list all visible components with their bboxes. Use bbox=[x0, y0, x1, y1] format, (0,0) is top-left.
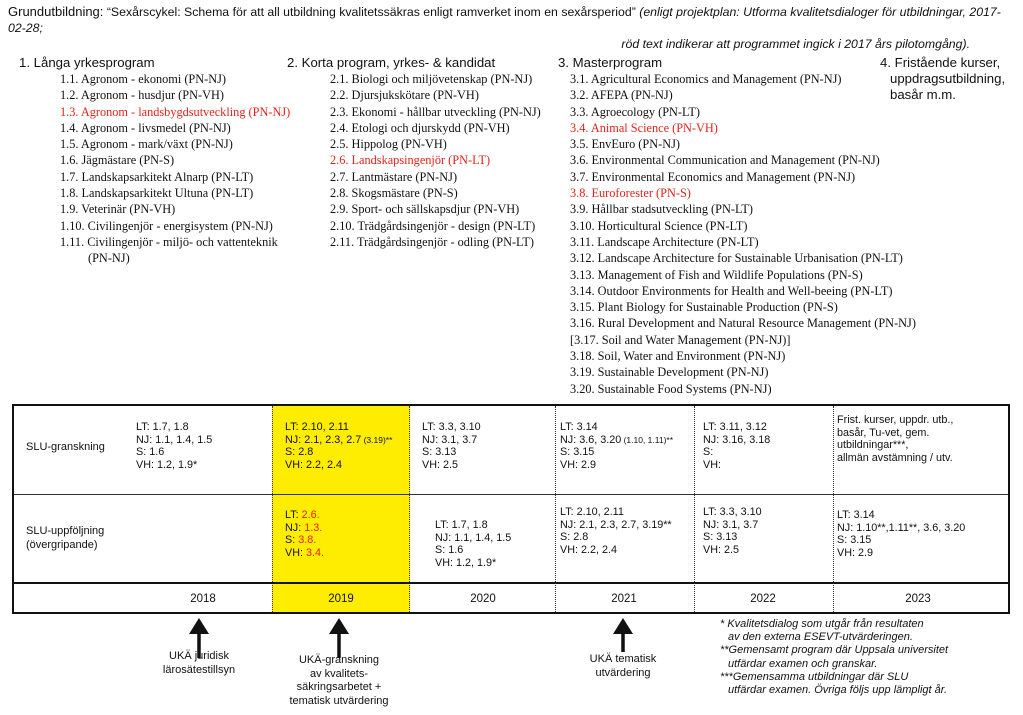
column-master-programs bbox=[558, 55, 916, 397]
program-list bbox=[287, 71, 541, 250]
program-item: 3.6. Environmental Communication and Management (PN-NJ) bbox=[570, 153, 880, 168]
note-line: UKÄ-granskning bbox=[298, 654, 380, 666]
cell-prefix: NJ: bbox=[285, 521, 305, 534]
column-heading: 2. Korta program, yrkes- & kandidat bbox=[287, 55, 496, 70]
column-heading: 1. Långa yrkesprogram bbox=[19, 55, 155, 70]
cell-prefix: VH: bbox=[285, 546, 306, 559]
program-item: 2.11. Trädgårdsingenjör - odling (PN-LT) bbox=[330, 234, 535, 249]
cell-line: basår, Tu-vet, gem. bbox=[837, 426, 930, 439]
footnote-line: utfärdar examen och granskar. bbox=[728, 657, 878, 670]
program-item: 3.10. Horticultural Science (PN-LT) bbox=[570, 218, 748, 233]
column-heading-line: basår m.m. bbox=[890, 87, 956, 102]
row-label-line: SLU-uppföljning bbox=[26, 525, 105, 537]
cell-value: 3.8. bbox=[298, 534, 317, 547]
program-item: 3.3. Agroecology (PN-LT) bbox=[570, 104, 701, 119]
cell-line: allmän avstämning / utv. bbox=[837, 451, 953, 464]
program-item: 3.2. AFEPA (PN-NJ) bbox=[570, 88, 673, 103]
cell-line: S: bbox=[703, 446, 714, 459]
program-item: 3.4. Animal Science (PN-VH) bbox=[570, 120, 718, 135]
cell-line: NJ: 2.1, 2.3, 2.7, 3.19** bbox=[560, 518, 672, 531]
year-2022: 2022 bbox=[750, 593, 776, 605]
uppfoljning-2023 bbox=[837, 509, 965, 559]
cell-note: (1.10, 1.11)** bbox=[621, 434, 674, 445]
footnotes bbox=[720, 618, 948, 697]
program-item: 2.3. Ekonomi - hållbar utveckling (PN-NJ) bbox=[330, 104, 541, 119]
cell-line bbox=[560, 434, 673, 447]
cell-line: Frist. kurser, uppdr. utb., bbox=[837, 414, 954, 426]
header-note-line2: röd text indikerar att programmet ingick i 2017 års pilotomgång). bbox=[621, 37, 970, 51]
program-item: 3.18. Soil, Water and Environment (PN-NJ) bbox=[570, 349, 786, 364]
cell-line: utbildningar***, bbox=[837, 439, 909, 452]
cell-line: VH: 2.2, 2.4 bbox=[285, 458, 343, 471]
cell-line bbox=[285, 434, 392, 447]
footnote-line: * Kvalitetsdialog som utgår från resultaten bbox=[720, 618, 924, 630]
cell-line: S: 2.8 bbox=[560, 531, 589, 544]
program-item: 3.7. Environmental Economics and Management (PN-NJ) bbox=[570, 169, 856, 184]
cell-line: VH: 1.2, 1.9* bbox=[136, 458, 198, 471]
program-item: 2.5. Hippolog (PN-VH) bbox=[330, 137, 447, 152]
cell-line bbox=[285, 509, 324, 522]
program-item: [3.17. Soil and Water Management (PN-NJ)] bbox=[570, 332, 791, 347]
footnote-line: **Gemensamt program där Uppsala universitet bbox=[720, 644, 949, 657]
cell-line: VH: bbox=[703, 458, 721, 471]
program-item: 3.20. Sustainable Food Systems (PN-NJ) bbox=[570, 381, 772, 396]
note-line: säkringsarbetet + bbox=[296, 681, 382, 693]
program-item: 1.6. Jägmästare (PN-S) bbox=[60, 153, 175, 168]
program-item: 3.16. Rural Development and Natural Resource Management (PN-NJ) bbox=[570, 316, 916, 331]
row-label-line: (övergripande) bbox=[26, 539, 98, 551]
year-2021: 2021 bbox=[611, 593, 637, 605]
program-item: 2.7. Lantmästare (PN-NJ) bbox=[330, 169, 458, 184]
note-line: UKÄ juridisk bbox=[169, 650, 229, 662]
program-item: 2.8. Skogsmästare (PN-S) bbox=[330, 186, 458, 201]
note-line: lärosätestillsyn bbox=[162, 663, 236, 676]
cell-line: VH: 2.5 bbox=[703, 543, 740, 556]
cell-note: (3.19)** bbox=[361, 434, 393, 445]
up-arrow-icon bbox=[613, 618, 633, 652]
program-item: 1.3. Agronom - landsbygdsutveckling (PN-NJ) bbox=[60, 104, 291, 119]
footnote-line: av den externa ESEVT-utvärderingen. bbox=[728, 631, 913, 644]
cell-line: LT: 1.7, 1.8 bbox=[435, 519, 488, 531]
cell-text: NJ: 2.1, 2.3, 2.7 bbox=[285, 433, 362, 446]
program-item: 1.11. Civilingenjör - miljö- och vattenteknik bbox=[60, 234, 278, 249]
program-item: 2.10. Trädgårdsingenjör - design (PN-LT) bbox=[330, 218, 536, 233]
arrow-note-granskning bbox=[279, 654, 399, 708]
granskning-2022 bbox=[703, 421, 770, 471]
cell-line: VH: 2.9 bbox=[560, 458, 597, 471]
cell-line: LT: 2.10, 2.11 bbox=[560, 506, 624, 518]
program-item: 3.15. Plant Biology for Sustainable Production (PN-S) bbox=[570, 300, 838, 315]
header-label: Grundutbildning: bbox=[8, 4, 104, 19]
cell-prefix: LT: bbox=[285, 509, 302, 521]
program-item: 1.9. Veterinär (PN-VH) bbox=[60, 202, 176, 217]
program-item: 3.13. Management of Fish and Wildlife Populations (PN-S) bbox=[570, 267, 863, 282]
footnote-line: utfärdar examen. Övriga följs upp lämpligt år. bbox=[728, 684, 948, 697]
cell-line: S: 3.15 bbox=[560, 446, 595, 459]
row-divider bbox=[14, 582, 1008, 584]
col-divider bbox=[694, 406, 695, 612]
header-note: (enligt projektplan: Utforma kvalitetsdialoger för utbildningar, 2017-02-28; bbox=[8, 5, 1001, 35]
cell-value: 2.6. bbox=[301, 509, 320, 521]
column-long-programs bbox=[19, 55, 290, 267]
cell-prefix: S: bbox=[285, 534, 299, 547]
note-line: av kvalitets- bbox=[309, 667, 369, 680]
page-header bbox=[8, 4, 1018, 52]
program-item: 3.9. Hållbar stadsutveckling (PN-LT) bbox=[570, 202, 753, 217]
program-item: 1.2. Agronom - husdjur (PN-VH) bbox=[60, 88, 224, 103]
cell-value: 1.3. bbox=[304, 521, 323, 534]
uppfoljning-2022 bbox=[703, 506, 762, 556]
note-line: tematisk utvärdering bbox=[289, 694, 389, 707]
program-item: 1.8. Landskapsarkitekt Ultuna (PN-LT) bbox=[60, 186, 254, 201]
program-item: 3.5. EnvEuro (PN-NJ) bbox=[570, 137, 680, 152]
column-heading: 3. Masterprogram bbox=[558, 55, 663, 70]
header-quote: “Sexårscykel: Schema för att all utbildning kvalitetssäkras enligt ramverket inom en sexårsperiod” bbox=[103, 5, 636, 19]
program-list bbox=[19, 71, 290, 267]
note-line: utvärdering bbox=[595, 666, 651, 679]
cell-line: NJ: 3.16, 3.18 bbox=[703, 433, 771, 446]
cell-line: NJ: 3.1, 3.7 bbox=[703, 518, 759, 531]
arrow-note-juridisk bbox=[149, 650, 249, 677]
program-item: (PN-NJ) bbox=[88, 251, 130, 266]
column-other-courses bbox=[880, 55, 1005, 103]
row-divider bbox=[14, 494, 1008, 495]
uppfoljning-2020 bbox=[435, 519, 511, 569]
cell-line: S: 1.6 bbox=[435, 544, 464, 557]
cell-line: VH: 1.2, 1.9* bbox=[435, 556, 497, 569]
row-label-granskning: SLU-granskning bbox=[26, 441, 105, 453]
program-item: 2.4. Etologi och djurskydd (PN-VH) bbox=[330, 120, 510, 135]
uppfoljning-2019 bbox=[285, 509, 324, 559]
cell-line: LT: 3.3, 3.10 bbox=[703, 506, 762, 518]
program-item: 2.1. Biologi och miljövetenskap (PN-NJ) bbox=[330, 72, 533, 86]
program-item: 3.12. Landscape Architecture for Sustainable Urbanisation (PN-LT) bbox=[570, 251, 903, 266]
year-2023: 2023 bbox=[905, 593, 931, 605]
cell-line: LT: 3.14 bbox=[837, 509, 875, 521]
granskning-2021 bbox=[560, 421, 673, 471]
cell-line: LT: 3.14 bbox=[560, 421, 598, 433]
program-item: 3.14. Outdoor Environments for Health and Well-beeing (PN-LT) bbox=[570, 283, 893, 298]
cell-line: VH: 2.5 bbox=[422, 458, 459, 471]
program-item: 1.10. Civilingenjör - energisystem (PN-NJ) bbox=[60, 218, 273, 233]
program-item: 1.5. Agronom - mark/växt (PN-NJ) bbox=[60, 137, 233, 152]
cell-line: NJ: 3.1, 3.7 bbox=[422, 433, 478, 446]
col-divider bbox=[555, 406, 556, 612]
year-2019: 2019 bbox=[328, 593, 354, 605]
program-item: 1.1. Agronom - ekonomi (PN-NJ) bbox=[60, 72, 226, 86]
timeline-table bbox=[12, 404, 1010, 614]
program-item: 1.4. Agronom - livsmedel (PN-NJ) bbox=[60, 120, 231, 135]
cell-line bbox=[285, 534, 324, 547]
col-divider bbox=[833, 406, 834, 612]
program-list bbox=[558, 71, 916, 397]
note-line: UKÄ tematisk bbox=[589, 653, 657, 665]
program-item: 3.8. Euroforester (PN-S) bbox=[570, 186, 691, 201]
cell-text: NJ: 3.6, 3.20 bbox=[560, 433, 622, 446]
program-item: 2.6. Landskapsingenjör (PN-LT) bbox=[330, 153, 491, 168]
cell-line: LT: 1.7, 1.8 bbox=[136, 421, 189, 433]
cell-line: NJ: 1.1, 1.4, 1.5 bbox=[136, 433, 213, 446]
program-item: 2.2. Djursjukskötare (PN-VH) bbox=[330, 88, 479, 103]
granskning-2020 bbox=[422, 421, 481, 471]
cell-line: NJ: 1.1, 1.4, 1.5 bbox=[435, 531, 512, 544]
program-item: 2.9. Sport- och sällskapsdjur (PN-VH) bbox=[330, 202, 520, 217]
cell-line: LT: 2.10, 2.11 bbox=[285, 421, 349, 433]
cell-line: S: 3.13 bbox=[422, 446, 457, 459]
column-heading-line: uppdragsutbildning, bbox=[890, 71, 1006, 86]
footnote-line: ***Gemensamma utbildningar där SLU bbox=[720, 670, 909, 683]
cell-line: S: 3.15 bbox=[837, 534, 872, 547]
arrow-note-tematisk bbox=[578, 653, 668, 680]
cell-line: NJ: 1.10**,1.11**, 3.6, 3.20 bbox=[837, 521, 966, 534]
granskning-2018 bbox=[136, 421, 212, 471]
year-2020: 2020 bbox=[470, 593, 496, 605]
program-item: 3.11. Landscape Architecture (PN-LT) bbox=[570, 234, 759, 249]
cell-line bbox=[285, 522, 324, 535]
cell-line: LT: 3.3, 3.10 bbox=[422, 421, 481, 433]
cell-value: 3.4. bbox=[306, 546, 325, 559]
cell-line: VH: 2.9 bbox=[837, 546, 874, 559]
up-arrow-icon bbox=[329, 618, 349, 658]
cell-line: S: 1.6 bbox=[136, 446, 165, 459]
column-short-programs bbox=[287, 55, 541, 250]
row-label-uppfoljning bbox=[26, 524, 104, 552]
uppfoljning-2021 bbox=[560, 506, 672, 556]
granskning-2019 bbox=[285, 421, 392, 471]
granskning-2023 bbox=[837, 414, 953, 464]
program-item: 3.1. Agricultural Economics and Management (PN-NJ) bbox=[570, 72, 842, 86]
cell-line: S: 3.13 bbox=[703, 531, 738, 544]
cell-line: S: 2.8 bbox=[285, 446, 314, 459]
column-heading-line: 4. Fristående kurser, bbox=[880, 55, 1001, 70]
year-2018: 2018 bbox=[190, 593, 216, 605]
cell-line bbox=[285, 547, 324, 560]
program-item: 1.7. Landskapsarkitekt Alnarp (PN-LT) bbox=[60, 169, 254, 184]
cell-line: VH: 2.2, 2.4 bbox=[560, 543, 618, 556]
cell-line: LT: 3.11, 3.12 bbox=[703, 421, 767, 433]
program-item: 3.19. Sustainable Development (PN-NJ) bbox=[570, 365, 769, 380]
